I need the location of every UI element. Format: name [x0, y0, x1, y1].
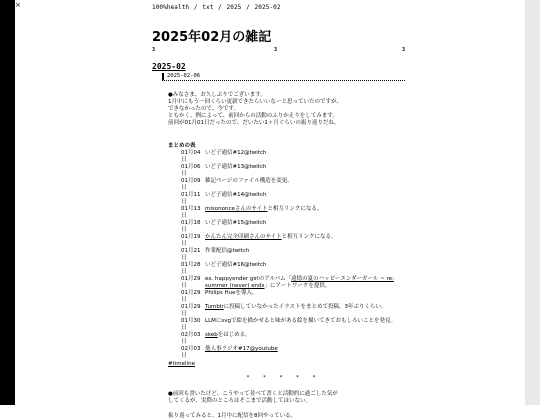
top-nav: [152, 47, 405, 53]
log-text-part: ex. happyender girlのアルバム「: [205, 276, 292, 282]
log-text-part: Philips Hueを導入。: [205, 290, 258, 296]
breadcrumb-year-link[interactable]: 2025: [226, 4, 242, 11]
log-row: [168, 346, 400, 360]
timeline-link[interactable]: #timeline: [168, 361, 195, 367]
entry-body: [168, 92, 400, 420]
log-row: [168, 220, 400, 234]
log-text: [205, 178, 400, 192]
breadcrumb-current: 2025-02: [254, 4, 281, 11]
log-text-part: 」にアートワークを提供。: [264, 283, 331, 289]
log-date: 01月29日: [181, 304, 201, 317]
log-date: 01月18日: [181, 220, 201, 233]
log-text-part: LLMにsvgで絵を描かせると味がある絵を描いてきておもしろいことを発見。: [205, 318, 396, 324]
intro-paragraph: [168, 92, 400, 127]
log-row: [168, 178, 400, 192]
paragraph-line: ●前回も書いたけど、こうやって並べて書くと活動的に過ごした気が: [168, 391, 338, 397]
log-row: [168, 206, 400, 220]
log-text-part: 雑記ページのファイル構造を変更。: [205, 178, 293, 184]
log-text: [205, 248, 400, 262]
log-date: 01月04日: [181, 150, 201, 163]
log-text-part: いど子通信#13@twitch: [205, 164, 267, 170]
log-link[interactable]: Tumblr: [205, 304, 224, 310]
log-text-part: 作業配信@twitch: [205, 248, 250, 254]
left-black-bar: [0, 0, 15, 405]
log-text-part: いど子通信#12@twitch: [205, 150, 267, 156]
nav-prev-link[interactable]: 3: [152, 47, 156, 53]
log-text: [205, 164, 400, 178]
right-scrollbar-track[interactable]: [525, 0, 540, 405]
entry-date-heading: 2025-02-06: [162, 73, 405, 81]
log-text-part: と相互リンクになる。: [281, 234, 337, 240]
log-text: [205, 234, 400, 248]
activity-log: [168, 150, 400, 360]
log-link[interactable]: かんたん完全印刷さんのサイト: [205, 234, 282, 240]
log-row: [168, 332, 400, 346]
intro-line: 前回が01月01日だったので、だいたい1ヶ月ぐらいの振り返りだね。: [168, 120, 340, 126]
breadcrumb: [152, 4, 281, 11]
log-row: [168, 248, 400, 262]
intro-line: ●みなさま、お久しぶりでございます。: [168, 92, 266, 98]
log-row: [168, 262, 400, 276]
log-date: 02月03日: [181, 346, 201, 359]
log-date: 01月30日: [181, 318, 201, 331]
breadcrumb-separator: /: [242, 4, 254, 11]
intro-line: 1月中にもう一回くらい更新できたらいいなーと思っていたのですが、: [168, 99, 343, 105]
log-date: 01月28日: [181, 262, 201, 275]
log-row: [168, 318, 400, 332]
log-link[interactable]: 他人事ラジオ#17@youtube: [205, 346, 278, 352]
intro-line: ともかく、例によって、前回からの活動のふりかえりをしてみます。: [168, 113, 338, 119]
log-text: [205, 346, 400, 360]
breadcrumb-separator: /: [214, 4, 226, 11]
log-date: 01月29日: [181, 290, 201, 303]
nav-index-link[interactable]: 3: [274, 47, 278, 53]
close-icon[interactable]: ×: [15, 1, 21, 9]
summary-section-title: まとめの表: [168, 143, 196, 149]
log-date: 01月13日: [181, 206, 201, 219]
month-heading: 2025-02: [152, 62, 186, 71]
log-date: 01月29日: [181, 276, 201, 289]
log-row: [168, 234, 400, 248]
log-text-part: に投稿していなかったイラストをまとめて投稿。3年ぶりくらい。: [223, 304, 387, 310]
log-date: 01月06日: [181, 164, 201, 177]
nav-next-link[interactable]: 3: [401, 47, 405, 53]
log-row: [168, 150, 400, 164]
intro-line: できなかったので、今です。: [168, 106, 239, 112]
log-text: [205, 150, 400, 164]
log-row: [168, 164, 400, 178]
log-text: [205, 206, 400, 220]
paragraph-line: 振り返ってみると、1月中に配信を8回やっている。: [168, 413, 297, 419]
log-text: [205, 318, 400, 332]
paragraph: [168, 391, 400, 405]
section-divider: * * * * *: [246, 375, 322, 381]
breadcrumb-separator: /: [190, 4, 202, 11]
log-row: [168, 304, 400, 318]
log-text: [205, 304, 400, 318]
breadcrumb-site-link[interactable]: 100%health: [152, 4, 190, 11]
log-text-part: をはじめる。: [217, 332, 251, 338]
log-date: 01月09日: [181, 178, 201, 191]
log-text: [205, 220, 400, 234]
log-text: [205, 276, 400, 290]
log-text: [205, 290, 400, 304]
log-date: 01月19日: [181, 234, 201, 247]
log-text: [205, 192, 400, 206]
log-text-part: と相互リンクになる。: [267, 206, 323, 212]
log-row: [168, 276, 400, 290]
log-date: 01月21日: [181, 248, 201, 261]
log-row: [168, 192, 400, 206]
log-link[interactable]: 遠憶の夏のハッピーエンダーガール ~ re: summer (never) ends: [205, 276, 394, 289]
log-link[interactable]: skeb: [205, 332, 218, 338]
log-text: [205, 262, 400, 276]
page-title: 2025年02月の雑記: [152, 30, 272, 45]
log-link[interactable]: misononceさんのサイト: [205, 206, 268, 212]
log-text: [205, 332, 400, 346]
log-row: [168, 290, 400, 304]
log-date: 02月03日: [181, 332, 201, 345]
log-text-part: いど子通信#14@twitch: [205, 192, 267, 198]
log-text-part: いど子通信#16@twitch: [205, 262, 267, 268]
breadcrumb-txt-link[interactable]: txt: [202, 4, 214, 11]
log-text-part: いど子通信#15@twitch: [205, 220, 267, 226]
log-date: 01月11日: [181, 192, 201, 205]
paragraph-line: してくるが、実際のところはそこまで活動してはいない。: [168, 398, 312, 404]
